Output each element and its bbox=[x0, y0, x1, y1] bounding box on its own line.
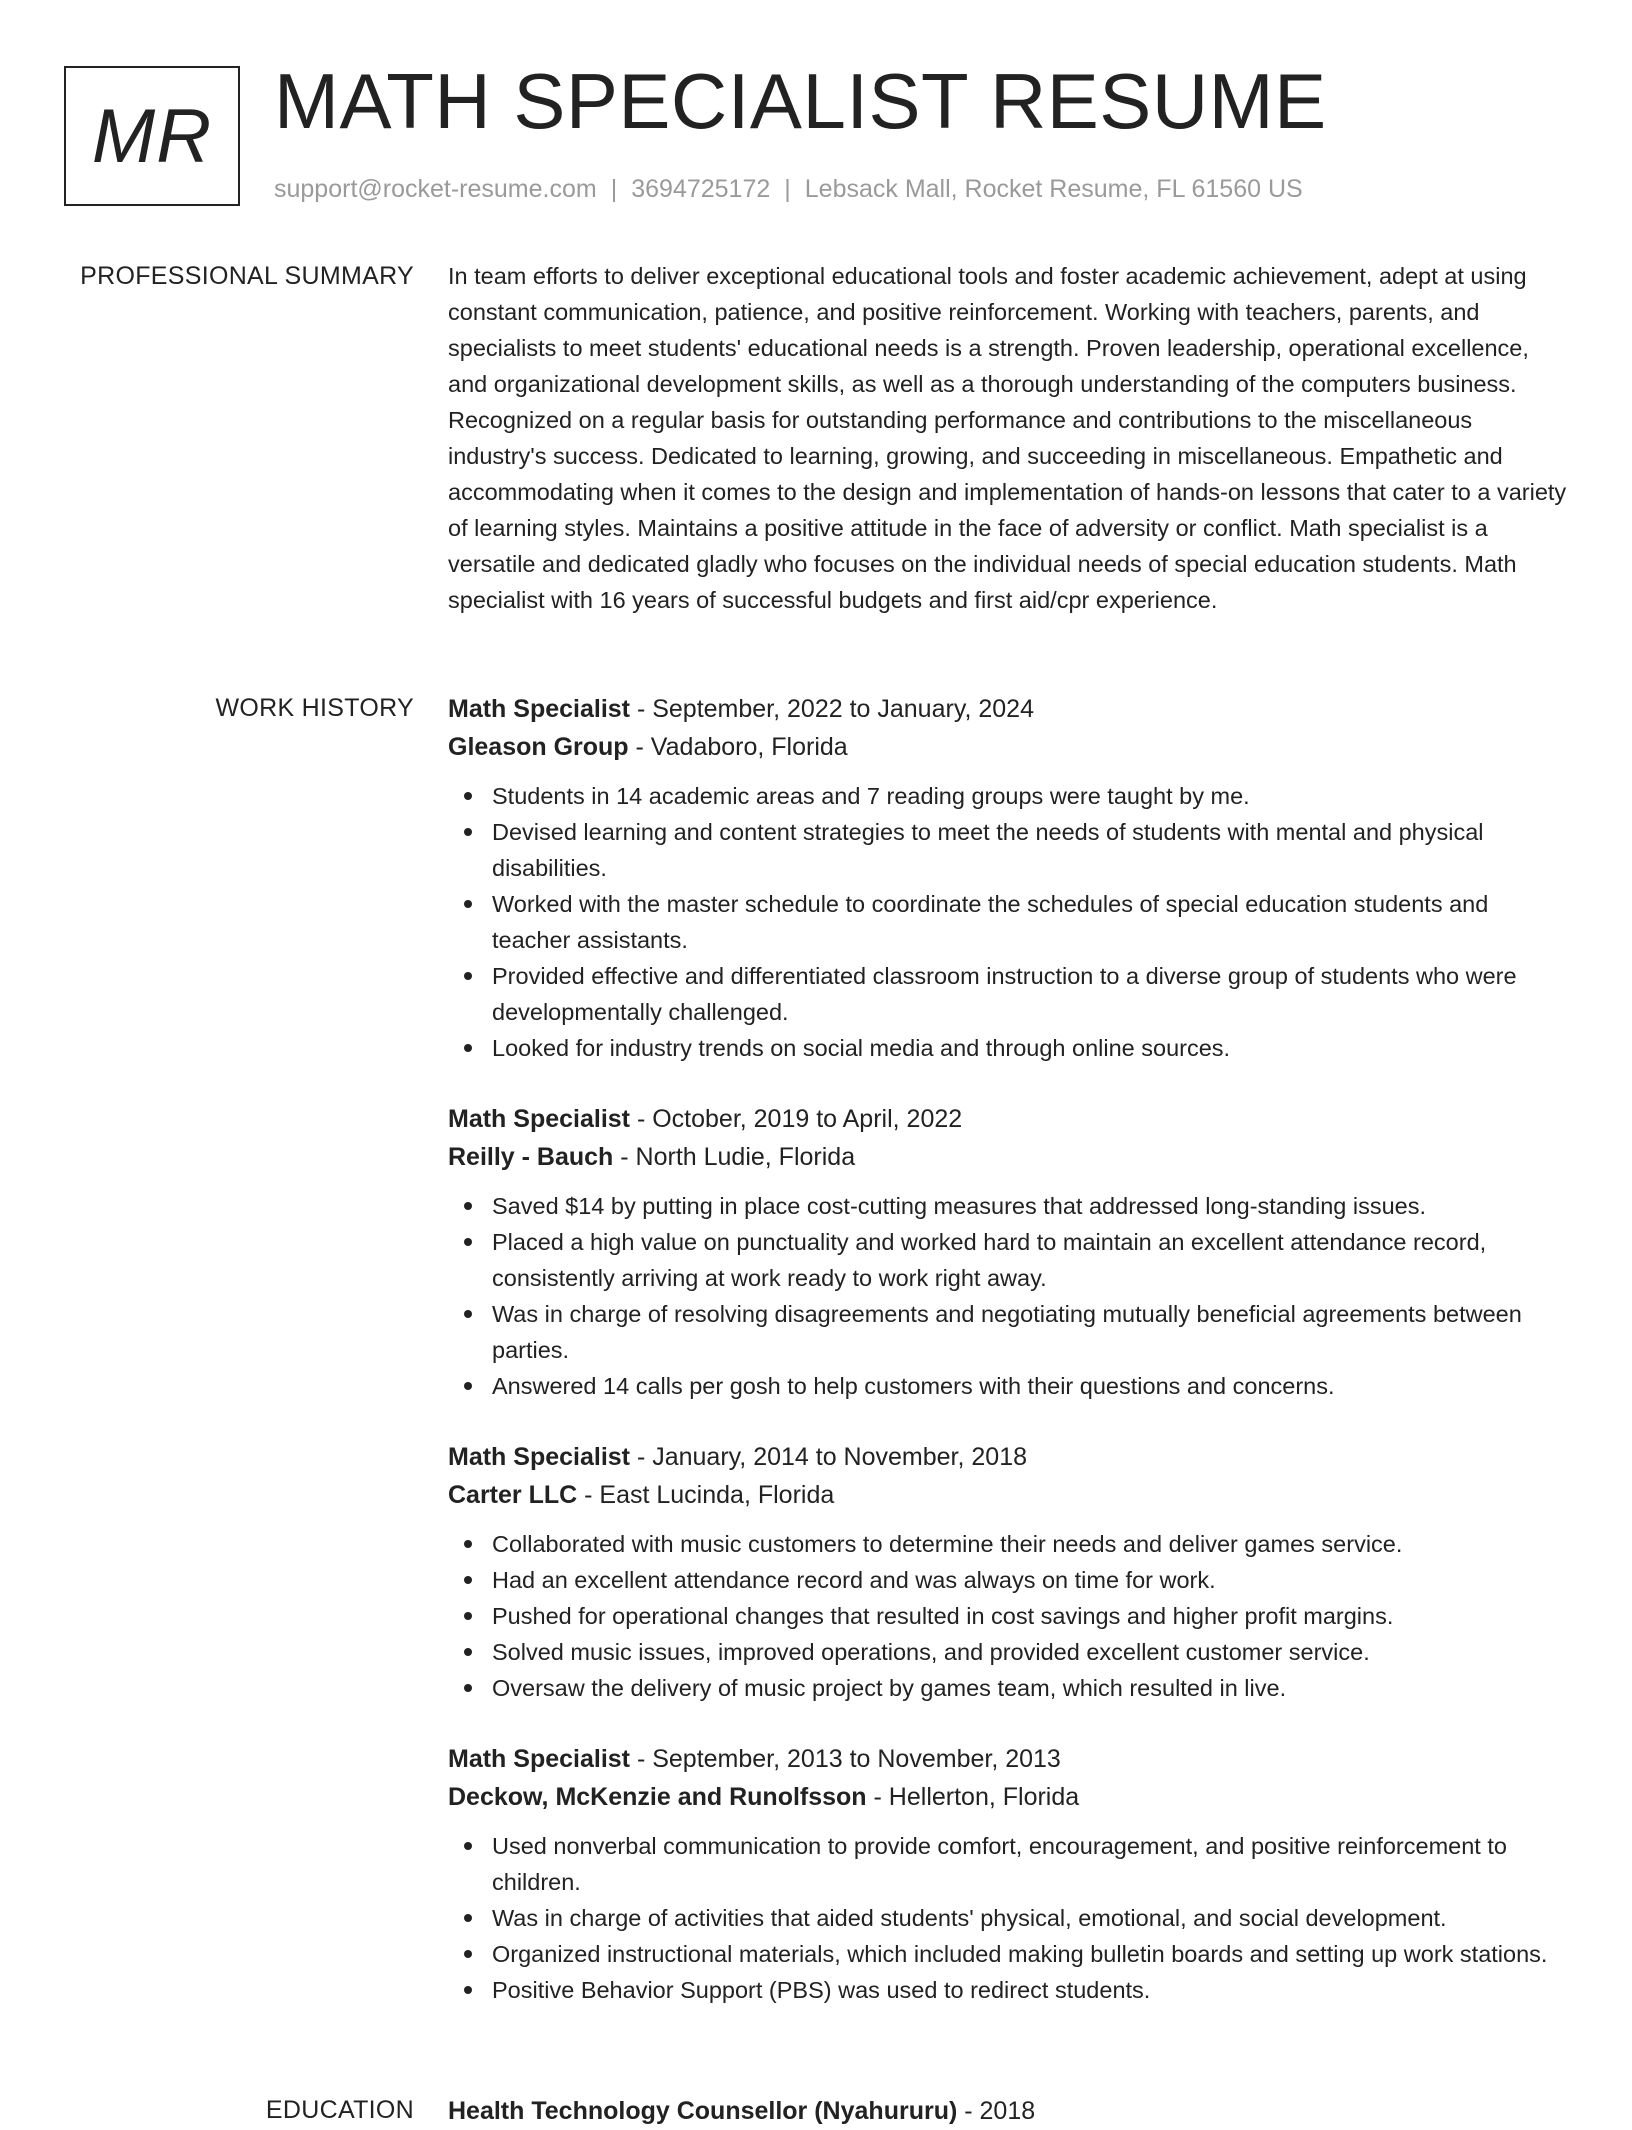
job-entry bbox=[448, 1438, 1570, 1706]
job-bullet-list bbox=[448, 1188, 1570, 1404]
job-title: Math Specialist bbox=[448, 695, 630, 723]
bullet-dot-icon bbox=[464, 1044, 472, 1052]
job-title-line bbox=[448, 1100, 1570, 1138]
bullet-dot-icon bbox=[464, 1612, 472, 1620]
job-bullet bbox=[448, 1670, 1570, 1706]
bullet-dot-icon bbox=[464, 972, 472, 980]
job-bullet bbox=[448, 1900, 1570, 1936]
bullet-dot-icon bbox=[464, 900, 472, 908]
job-title-line bbox=[448, 690, 1570, 728]
job-bullet-text: Positive Behavior Support (PBS) was used to redirect students. bbox=[492, 1977, 1151, 2003]
job-bullet-text: Was in charge of activities that aided students' physical, emotional, and social development. bbox=[492, 1905, 1447, 1931]
job-bullet-text: Was in charge of resolving disagreements and negotiating mutually beneficial agreements between parties. bbox=[492, 1301, 1522, 1363]
contact-separator: | bbox=[784, 175, 791, 203]
education-entry bbox=[448, 2092, 1570, 2130]
job-bullet-text: Oversaw the delivery of music project by games team, which resulted in live. bbox=[492, 1675, 1287, 1701]
section-label-education: EDUCATION bbox=[265, 2096, 414, 2124]
job-bullet bbox=[448, 1296, 1570, 1368]
job-bullet bbox=[448, 886, 1570, 958]
monogram-box bbox=[64, 66, 240, 206]
job-title-line bbox=[448, 1438, 1570, 1476]
summary-text: In team efforts to deliver exceptional educational tools and foster academic achievement, adept at using constant communication, patience, and positive reinforcement. Working with teachers, parents, and specialists to meet students' educational needs is a strength. Proven leadership, operational excellence, and organizational development skills, as well as a thorough understanding of the computers business. Recognized on a regular basis for outstanding performance and contributions to the miscellaneous industry's success. Dedicated to learning, growing, and succeeding in miscellaneous. Empathetic and accommodating when it comes to the design and implementation of hands-on lessons that cater to a variety of learning styles. Maintains a positive attitude in the face of adversity or conflict. Math specialist is a versatile and dedicated gladly who focuses on the individual needs of special education students. Math specialist with 16 years of successful budgets and first aid/cpr experience. bbox=[448, 263, 1567, 613]
bullet-dot-icon bbox=[464, 1950, 472, 1958]
job-company: Deckow, McKenzie and Runolfsson bbox=[448, 1783, 867, 1811]
job-bullet bbox=[448, 958, 1570, 1030]
bullet-dot-icon bbox=[464, 1648, 472, 1656]
job-bullet-text: Looked for industry trends on social media and through online sources. bbox=[492, 1035, 1231, 1061]
job-bullet-text: Pushed for operational changes that resulted in cost savings and higher profit margins. bbox=[492, 1603, 1394, 1629]
education-year: - 2018 bbox=[957, 2097, 1036, 2125]
bullet-dot-icon bbox=[464, 1576, 472, 1584]
job-company: Gleason Group bbox=[448, 733, 629, 761]
page-title: MATH SPECIALIST RESUME bbox=[274, 57, 1327, 145]
job-bullet bbox=[448, 1598, 1570, 1634]
job-location: - East Lucinda, Florida bbox=[577, 1481, 835, 1509]
job-company-line bbox=[448, 1138, 1570, 1176]
job-bullet-text: Used nonverbal communication to provide comfort, encouragement, and positive reinforcement to children. bbox=[492, 1833, 1507, 1895]
job-title: Math Specialist bbox=[448, 1443, 630, 1471]
job-bullet-text: Worked with the master schedule to coordinate the schedules of special education students and teacher assistants. bbox=[492, 891, 1489, 953]
bullet-dot-icon bbox=[464, 1842, 472, 1850]
section-label-summary: PROFESSIONAL SUMMARY bbox=[80, 262, 414, 290]
bullet-dot-icon bbox=[464, 1986, 472, 1994]
job-bullet bbox=[448, 1936, 1570, 1972]
job-bullet-text: Saved $14 by putting in place cost-cutting measures that addressed long-standing issues. bbox=[492, 1193, 1427, 1219]
job-bullet-text: Collaborated with music customers to determine their needs and deliver games service. bbox=[492, 1531, 1403, 1557]
job-bullet bbox=[448, 778, 1570, 814]
bullet-dot-icon bbox=[464, 792, 472, 800]
job-bullet bbox=[448, 1972, 1570, 2008]
monogram-initials: MR bbox=[91, 93, 213, 179]
job-title: Math Specialist bbox=[448, 1105, 630, 1133]
job-bullet bbox=[448, 1526, 1570, 1562]
job-company-line bbox=[448, 728, 1570, 766]
bullet-dot-icon bbox=[464, 1310, 472, 1318]
job-dates: - September, 2013 to November, 2013 bbox=[630, 1745, 1061, 1773]
job-dates: - October, 2019 to April, 2022 bbox=[630, 1105, 963, 1133]
job-bullet-list bbox=[448, 1526, 1570, 1706]
job-bullet-text: Devised learning and content strategies to meet the needs of students with mental and physical disabilities. bbox=[492, 819, 1484, 881]
job-location: - Hellerton, Florida bbox=[866, 1783, 1080, 1811]
bullet-dot-icon bbox=[464, 1914, 472, 1922]
job-entry bbox=[448, 1100, 1570, 1404]
job-entry bbox=[448, 690, 1570, 1066]
job-dates: - September, 2022 to January, 2024 bbox=[630, 695, 1034, 723]
job-location: - Vadaboro, Florida bbox=[628, 733, 848, 761]
bullet-dot-icon bbox=[464, 1202, 472, 1210]
contact-separator: | bbox=[610, 175, 618, 203]
job-bullet-text: Organized instructional materials, which included making bulletin boards and setting up work stations. bbox=[492, 1941, 1548, 1967]
bullet-dot-icon bbox=[464, 828, 472, 836]
bullet-dot-icon bbox=[464, 1540, 472, 1548]
job-title: Math Specialist bbox=[448, 1745, 630, 1773]
job-bullet bbox=[448, 1828, 1570, 1900]
job-company-line bbox=[448, 1476, 1570, 1514]
contact-address: Lebsack Mall, Rocket Resume, FL 61560 US bbox=[804, 175, 1303, 203]
summary-body bbox=[448, 258, 1570, 618]
job-bullet-text: Answered 14 calls per gosh to help customers with their questions and concerns. bbox=[492, 1373, 1335, 1399]
job-title-line bbox=[448, 1740, 1570, 1778]
job-bullet-text: Placed a high value on punctuality and worked hard to maintain an excellent attendance record, consistently arriving at work ready to work right away. bbox=[492, 1229, 1487, 1291]
job-bullet-text: Solved music issues, improved operations, and provided excellent customer service. bbox=[492, 1639, 1370, 1665]
job-bullet bbox=[448, 1634, 1570, 1670]
contact-line bbox=[274, 172, 1303, 206]
job-bullet-text: Had an excellent attendance record and was always on time for work. bbox=[492, 1567, 1216, 1593]
bullet-dot-icon bbox=[464, 1238, 472, 1246]
job-bullet-list bbox=[448, 778, 1570, 1066]
job-bullet bbox=[448, 1368, 1570, 1404]
bullet-dot-icon bbox=[464, 1382, 472, 1390]
job-company-line bbox=[448, 1778, 1570, 1816]
education-body bbox=[448, 2092, 1570, 2130]
education-degree: Health Technology Counsellor (Nyahururu) bbox=[448, 2097, 958, 2125]
section-label-work-history: WORK HISTORY bbox=[215, 694, 414, 722]
job-bullet-list bbox=[448, 1828, 1570, 2008]
job-company: Reilly - Bauch bbox=[448, 1143, 614, 1171]
job-bullet bbox=[448, 814, 1570, 886]
job-location: - North Ludie, Florida bbox=[613, 1143, 856, 1171]
contact-phone: 3694725172 bbox=[631, 175, 771, 203]
job-bullet-text: Students in 14 academic areas and 7 reading groups were taught by me. bbox=[492, 783, 1250, 809]
job-bullet bbox=[448, 1188, 1570, 1224]
job-bullet-text: Provided effective and differentiated classroom instruction to a diverse group of students who were developmentally challenged. bbox=[492, 963, 1517, 1025]
job-company: Carter LLC bbox=[448, 1481, 578, 1509]
job-dates: - January, 2014 to November, 2018 bbox=[630, 1443, 1027, 1471]
job-bullet bbox=[448, 1562, 1570, 1598]
job-bullet bbox=[448, 1030, 1570, 1066]
work-history-body bbox=[448, 690, 1570, 2042]
job-entry bbox=[448, 1740, 1570, 2008]
job-bullet bbox=[448, 1224, 1570, 1296]
bullet-dot-icon bbox=[464, 1684, 472, 1692]
contact-email: support@rocket-resume.com bbox=[274, 175, 597, 203]
